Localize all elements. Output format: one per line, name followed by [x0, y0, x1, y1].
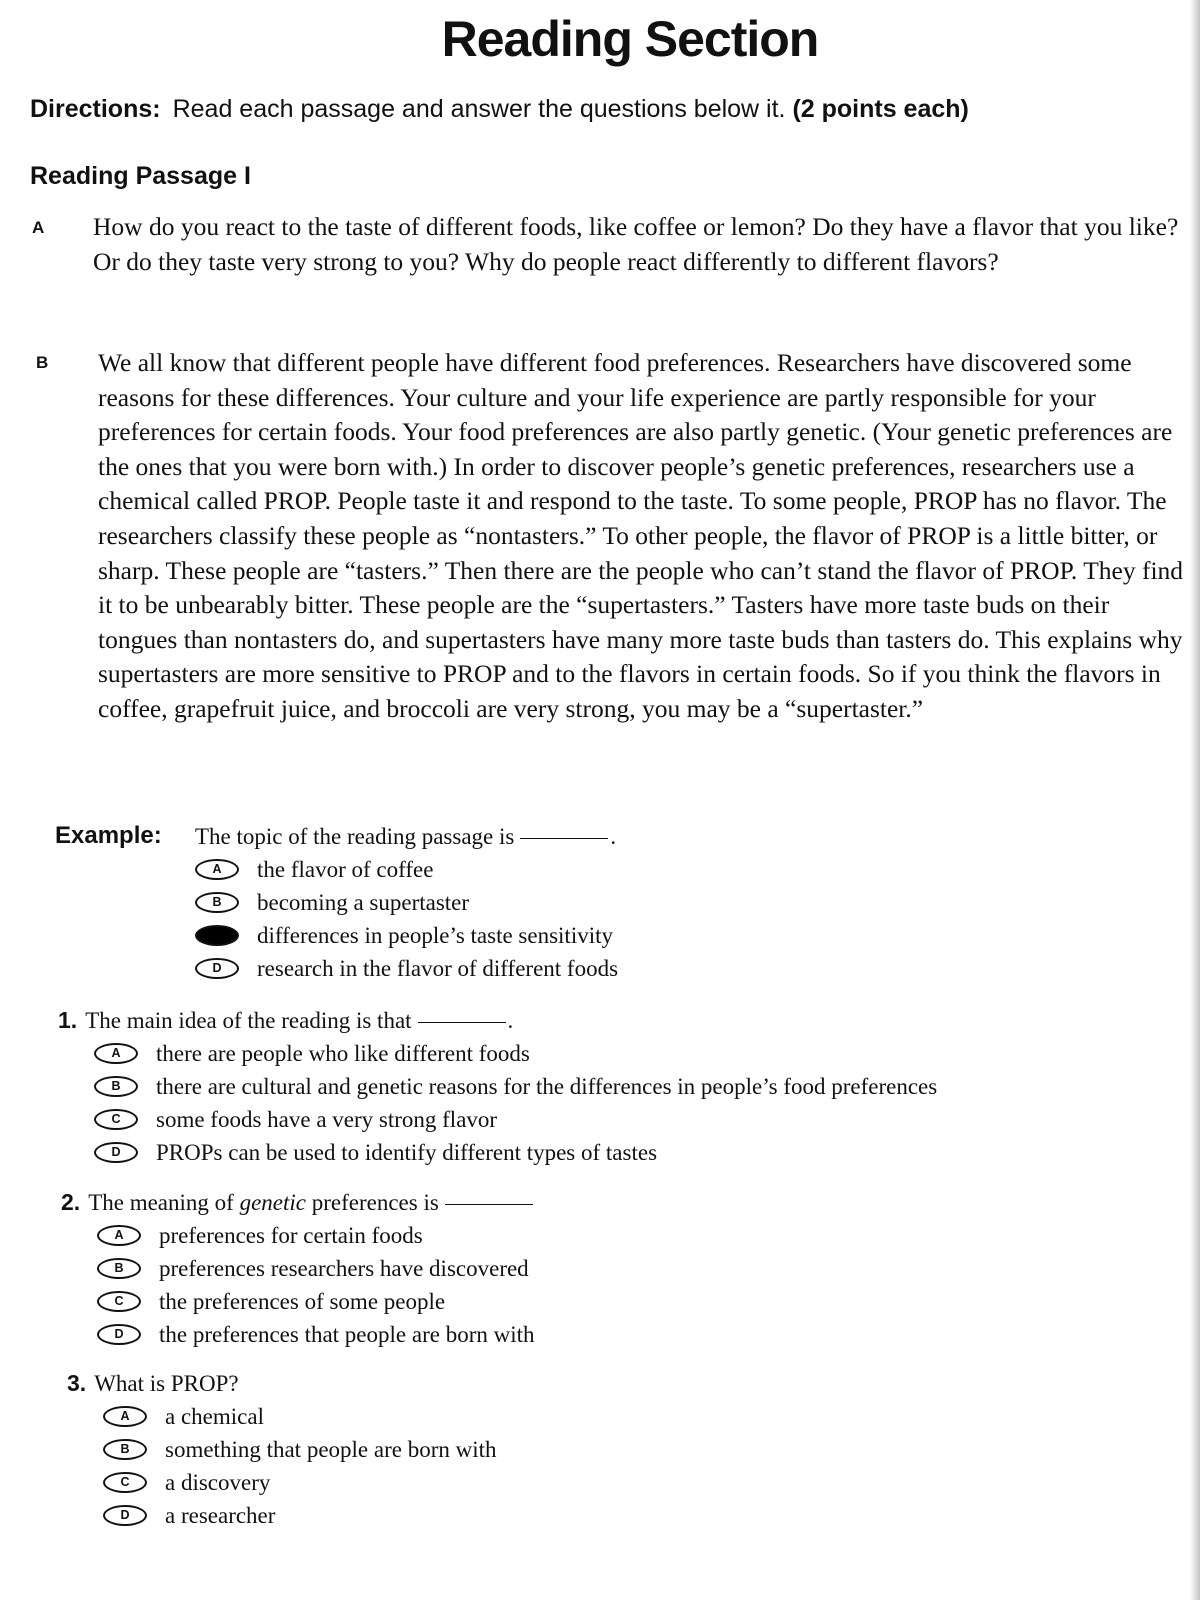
question-2-stem	[61, 1186, 535, 1219]
answer-bubble-d[interactable]: D	[97, 1324, 141, 1345]
option-text: a researcher	[165, 1503, 276, 1528]
passage-title: Reading Passage I	[30, 162, 251, 190]
example-option-b	[195, 886, 618, 919]
directions-text: Read each passage and answer the questions below it.	[172, 95, 786, 123]
points-note: (2 points each)	[792, 95, 969, 123]
question-3-option-c	[103, 1466, 497, 1499]
question-stem-before: The meaning of	[88, 1190, 234, 1215]
question-1-option-a	[94, 1037, 937, 1070]
answer-bubble-b[interactable]: B	[103, 1439, 147, 1460]
question-2-option-b	[97, 1252, 535, 1285]
question-1-option-d	[94, 1136, 937, 1169]
question-3-option-a	[103, 1400, 497, 1433]
option-text: preferences researchers have discovered	[159, 1256, 529, 1281]
option-text: becoming a supertaster	[257, 890, 470, 915]
question-1-option-c	[94, 1103, 937, 1136]
option-text: something that people are born with	[165, 1437, 497, 1462]
option-text: there are cultural and genetic reasons for the differences in people’s food preferences	[156, 1074, 938, 1099]
answer-blank	[445, 1204, 533, 1205]
question-stem-after: preferences is	[311, 1190, 439, 1215]
answer-bubble-a[interactable]: A	[103, 1406, 147, 1427]
question-3-option-d	[103, 1499, 497, 1532]
answer-blank	[418, 1022, 506, 1023]
question-stem-text: What is PROP?	[94, 1371, 239, 1396]
option-text: there are people who like different foods	[156, 1041, 530, 1066]
answer-bubble-c[interactable]: C	[97, 1291, 141, 1312]
option-text: a chemical	[165, 1404, 264, 1429]
option-text: some foods have a very strong flavor	[156, 1107, 498, 1132]
question-3	[67, 1367, 497, 1532]
paragraph-a-letter: A	[32, 218, 45, 237]
question-stem-text: The main idea of the reading is that	[85, 1008, 412, 1033]
answer-bubble-d[interactable]: D	[103, 1505, 147, 1526]
paragraph-b-letter: B	[36, 353, 49, 372]
question-number: 2.	[61, 1189, 81, 1215]
question-2-option-a	[97, 1219, 535, 1252]
example-option-a	[195, 853, 618, 886]
example-question	[195, 820, 618, 985]
question-1-stem: 1. The main idea of the reading is that .	[58, 1007, 514, 1033]
example-option-d	[195, 952, 618, 985]
directions-label: Directions:	[30, 95, 161, 123]
question-number: 3.	[67, 1370, 87, 1396]
answer-bubble-b[interactable]: B	[97, 1258, 141, 1279]
question-1-option-b	[94, 1070, 937, 1103]
answer-blank	[520, 838, 608, 839]
paragraph-b: We all know that different people have different food preferences. Researchers have discovered some reasons for these differences. Your culture and your life experience are partly responsible for your preferences for certain foods. Your food preferences are also partly genetic. (Your genetic preferences are the ones that you were born with.) In order to discover people’s genetic preferences, researchers use a chemical called PROP. People taste it and respond to the taste. To some people, PROP has no flavor. The researchers classify these people as “nontasters.” To other people, the flavor of PROP is a little bitter, or sharp. These people are “tasters.” Then there are the people who can’t stand the flavor of PROP. They find it to be unbearably bitter. These people are the “supertasters.” Tasters have more taste buds on their tongues than nontasters do, and supertasters have many more taste buds than tasters do. This explains why supertasters are more sensitive to PROP and to the flavors in certain foods. So if you think the flavors in coffee, grapefruit juice, and broccoli are very strong, you may be a “supertaster.”	[98, 348, 1184, 723]
answer-bubble-c[interactable]: C	[94, 1109, 138, 1130]
question-number: 1.	[58, 1007, 78, 1033]
option-text: the preferences of some people	[159, 1289, 446, 1314]
answer-bubble-a[interactable]: A	[97, 1225, 141, 1246]
option-text: the preferences that people are born with	[159, 1322, 535, 1347]
question-3-option-b	[103, 1433, 497, 1466]
page-title: Reading Section	[441, 11, 819, 67]
answer-bubble-b[interactable]: B	[195, 892, 239, 913]
answer-bubble-b[interactable]: B	[94, 1076, 138, 1097]
question-3-stem	[67, 1367, 497, 1400]
answer-bubble-d[interactable]: D	[195, 958, 239, 979]
answer-bubble-d[interactable]: D	[94, 1142, 138, 1163]
example-option-c	[195, 919, 618, 952]
question-1	[58, 1004, 937, 1169]
question-2-option-d	[97, 1318, 535, 1351]
option-text: PROPs can be used to identify different types of tastes	[156, 1140, 658, 1165]
question-2	[61, 1186, 535, 1351]
option-text: preferences for certain foods	[159, 1223, 423, 1248]
directions	[30, 95, 969, 124]
example-label: Example:	[55, 822, 162, 849]
option-text: differences in people’s taste sensitivity	[257, 923, 613, 948]
answer-bubble-a[interactable]: A	[195, 859, 239, 880]
filled-answer-bubble-c[interactable]: C	[195, 925, 239, 946]
example-stem: The topic of the reading passage is .	[195, 824, 617, 849]
paragraph-a: How do you react to the taste of different foods, like coffee or lemon? Do they have a flavor that you like? Or do they taste very strong to you? Why do people react differently to different flavors?	[93, 212, 1179, 276]
option-text: research in the flavor of different foods	[257, 956, 619, 981]
question-2-option-c	[97, 1285, 535, 1318]
example-stem-text: The topic of the reading passage is	[195, 824, 515, 849]
page-edge-shadow	[1190, 0, 1200, 1600]
option-text: the flavor of coffee	[257, 857, 434, 882]
question-stem-emphasis: genetic	[239, 1190, 306, 1215]
option-text: a discovery	[165, 1470, 271, 1495]
answer-bubble-c[interactable]: C	[103, 1472, 147, 1493]
answer-bubble-a[interactable]: A	[94, 1043, 138, 1064]
